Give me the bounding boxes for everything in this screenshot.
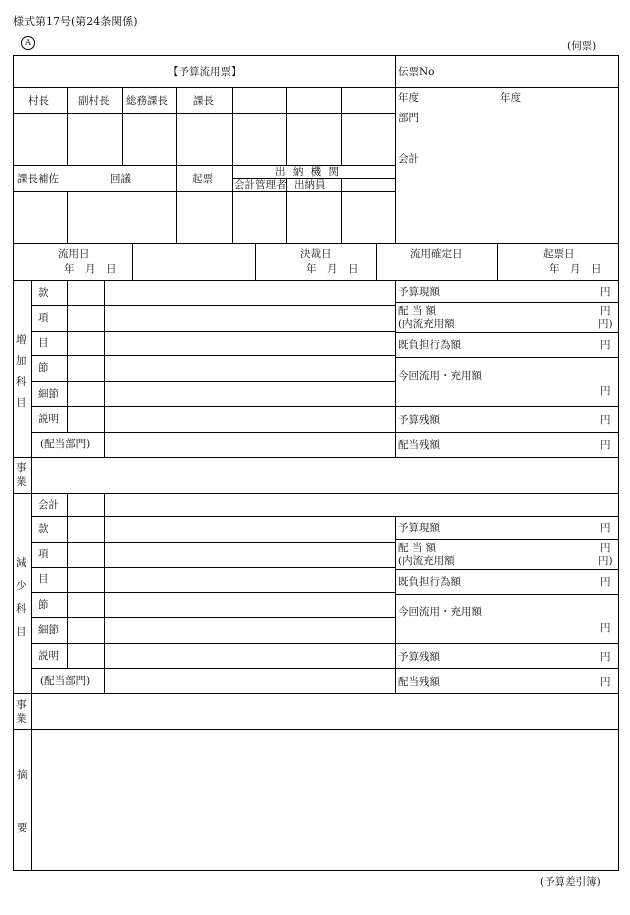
decrease-subject-label: 減 少 科 目	[16, 557, 27, 638]
summary-label-2: 要	[17, 822, 28, 834]
decrease-this-transfer: 今回流用・充用額	[398, 606, 482, 618]
frame-right	[618, 55, 619, 871]
form-number: 様式第17号(第24条関係)	[13, 15, 138, 28]
increase-allotted: 配 当 額	[398, 305, 437, 317]
business-label-decrease: 事 業	[16, 699, 27, 725]
increase-this-transfer: 今回流用・充用額	[398, 370, 482, 382]
decrease-row-kan: 款	[38, 523, 49, 535]
fiscal-year-label-2: 年度	[500, 92, 521, 104]
slip-title: 【予算流用票】	[168, 66, 242, 78]
approver-deputy-head: 副村長	[78, 95, 110, 107]
increase-allot-dept: (配当部門)	[40, 438, 91, 450]
fiscal-year-label: 年度	[398, 92, 419, 104]
transfer-date-label: 流用日	[58, 248, 90, 260]
circulation-label: 回議	[110, 173, 131, 185]
increase-subject-label: 増 加 科 目	[16, 334, 27, 409]
business-label-increase: 事 業	[16, 462, 27, 488]
slip-number-label: 伝票No	[398, 66, 435, 78]
copy-type: (伺票)	[567, 40, 597, 52]
decrease-row-moku: 目	[38, 573, 49, 585]
decrease-allotted: 配 当 額	[398, 542, 437, 554]
footer-ledger-note: (予算差引簿)	[540, 876, 601, 888]
increase-row-moku: 目	[38, 337, 49, 349]
circled-a-mark: A	[21, 36, 35, 50]
frame-left	[13, 55, 14, 871]
cashier-label: 出納員	[294, 179, 326, 191]
draft-date-ymd: 年 月 日	[549, 263, 602, 275]
treasury-manager-label: 会計管理者	[234, 179, 287, 191]
decrease-budget-current: 予算現額	[398, 522, 440, 534]
decrease-burden: 既負担行為額	[398, 576, 461, 588]
draft-date-label: 起票日	[543, 248, 575, 260]
decrease-internal: (内流充用額	[398, 555, 455, 567]
transfer-date-ymd: 年 月 日	[64, 263, 117, 275]
summary-label-1: 摘	[17, 769, 28, 781]
frame-bottom	[13, 870, 619, 871]
decision-date-ymd: 年 月 日	[306, 263, 359, 275]
increase-burden: 既負担行為額	[398, 339, 461, 351]
department-label: 部門	[398, 112, 419, 124]
increase-row-kou: 項	[38, 312, 49, 324]
decrease-row-explanation: 説明	[38, 650, 59, 662]
treasury-label: 出 納 機 関	[275, 166, 342, 178]
frame-top	[13, 55, 619, 56]
decrease-row-account: 会計	[38, 499, 59, 511]
increase-budget-remain: 予算残額	[398, 414, 440, 426]
increase-budget-current: 予算現額	[398, 286, 440, 298]
increase-internal: (内流充用額	[398, 318, 455, 330]
decrease-row-kou: 項	[38, 548, 49, 560]
decrease-row-saisetsu: 細節	[38, 624, 59, 636]
decision-date-label: 決裁日	[300, 248, 332, 260]
decrease-budget-remain: 予算残額	[398, 651, 440, 663]
approver-village-head: 村長	[28, 95, 49, 107]
approver-general-affairs-chief: 総務課長	[126, 95, 168, 107]
assistant-chief-label: 課長補佐	[17, 173, 59, 185]
increase-row-saisetsu: 細節	[38, 388, 59, 400]
decrease-allot-remain: 配当残額	[398, 676, 440, 688]
decrease-row-setsu: 節	[38, 599, 49, 611]
increase-allot-remain: 配当残額	[398, 439, 440, 451]
drafter-label: 起票	[192, 173, 213, 185]
decrease-allot-dept: (配当部門)	[40, 675, 91, 687]
account-label: 会計	[398, 153, 419, 165]
confirm-date-label: 流用確定日	[410, 248, 463, 260]
increase-row-setsu: 節	[38, 362, 49, 374]
increase-row-explanation: 説明	[38, 413, 59, 425]
approver-section-chief: 課長	[193, 95, 214, 107]
increase-row-kan: 款	[38, 287, 49, 299]
